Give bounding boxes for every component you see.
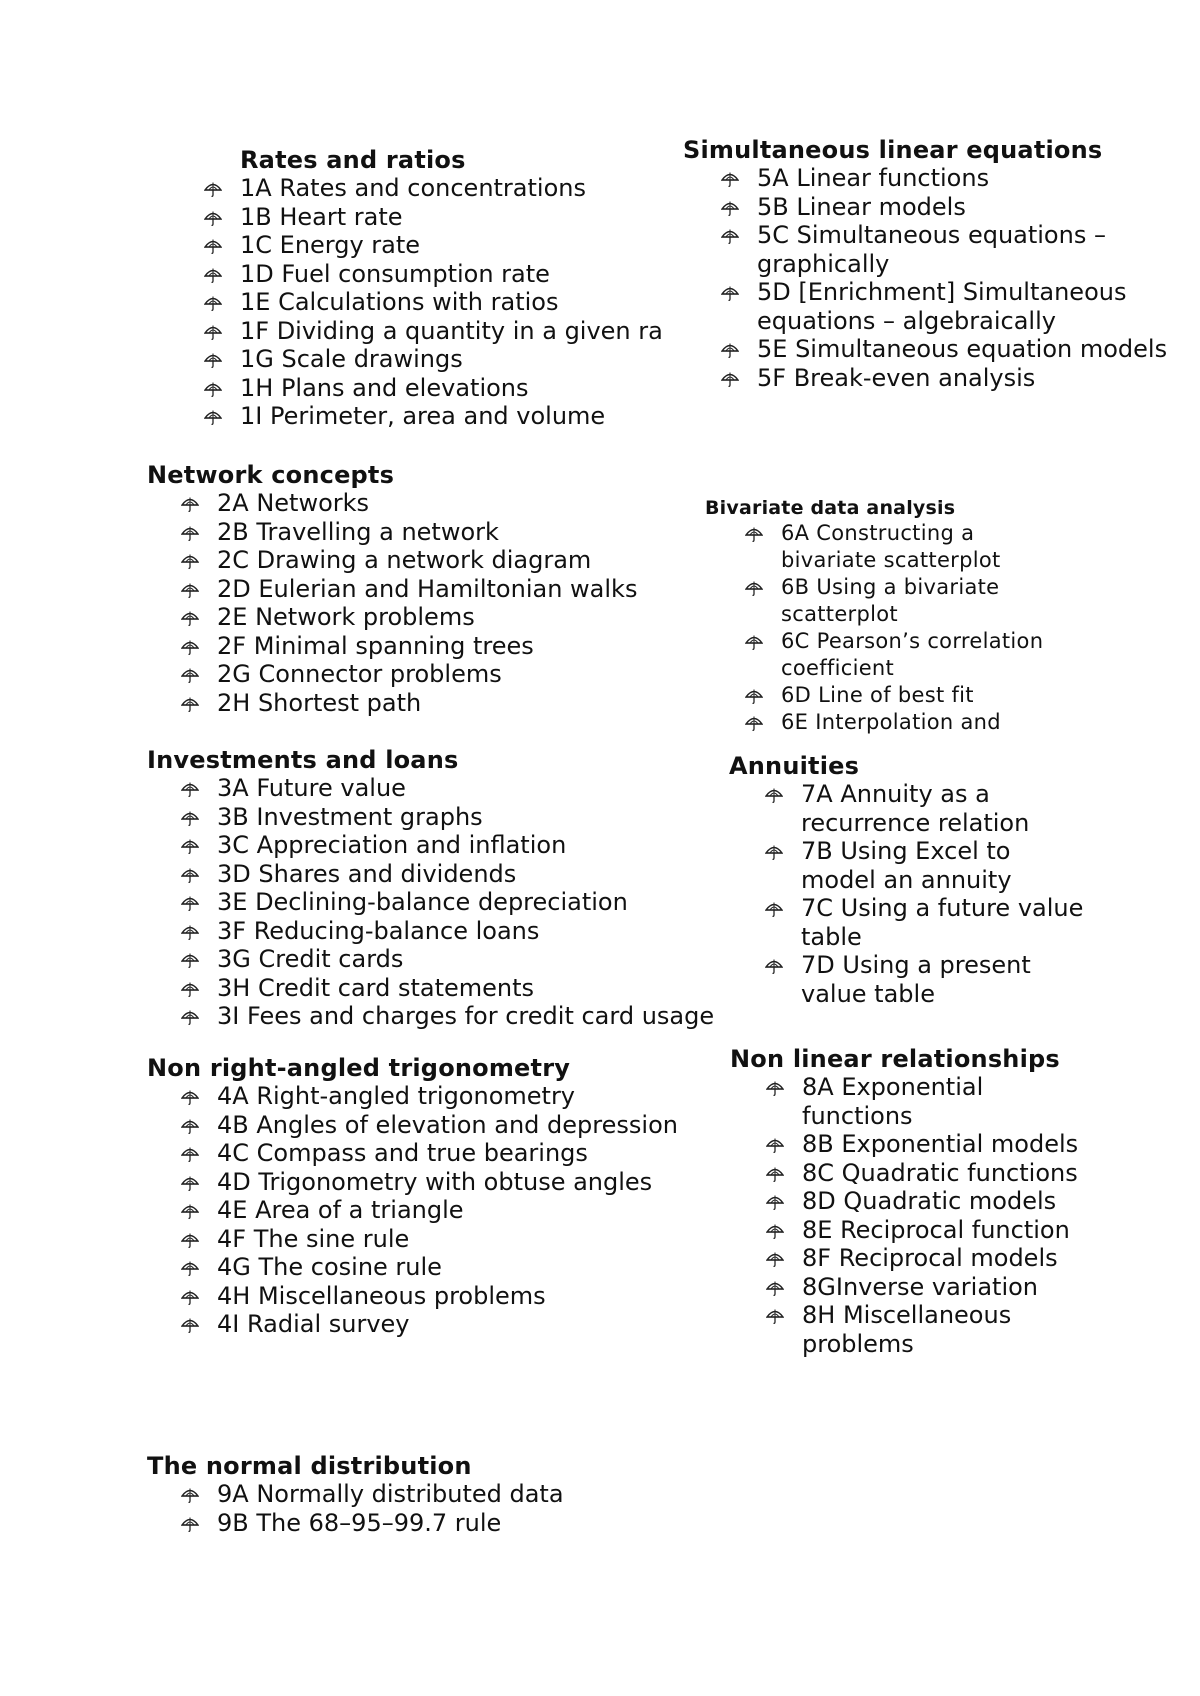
- umbrella-icon: [765, 844, 783, 860]
- topic-item: [147, 888, 747, 917]
- umbrella-icon: [181, 1487, 199, 1503]
- section-investments-and-loans: [147, 746, 747, 1031]
- topic-item: [240, 174, 680, 203]
- section-network-concepts: [147, 461, 707, 717]
- section-annuities: [729, 752, 1129, 1008]
- topic-label: 6D Line of best fit: [781, 683, 974, 707]
- umbrella-icon: [204, 324, 222, 340]
- topic-label: 8D Quadratic models: [802, 1187, 1057, 1215]
- topic-list: [730, 1073, 1150, 1358]
- topic-item: [683, 278, 1133, 335]
- umbrella-icon: [765, 958, 783, 974]
- section-title: Annuities: [729, 752, 860, 780]
- umbrella-icon: [181, 1009, 199, 1025]
- topic-item: [147, 1168, 707, 1197]
- topic-item: [147, 489, 707, 518]
- umbrella-icon: [745, 688, 763, 704]
- topic-item: [147, 1002, 747, 1031]
- topic-label: 2A Networks: [217, 489, 370, 517]
- topic-item: [683, 335, 1168, 364]
- umbrella-icon: [721, 228, 739, 244]
- topic-item: [683, 221, 1133, 278]
- topic-label: 2B Travelling a network: [217, 517, 499, 546]
- topic-item: [729, 894, 1129, 951]
- topic-item: [683, 193, 1133, 222]
- umbrella-icon: [766, 1223, 784, 1239]
- topic-list: [729, 780, 1129, 1008]
- umbrella-icon: [204, 267, 222, 283]
- topic-item: [147, 546, 707, 575]
- topic-label: 8C Quadratic functions: [802, 1158, 1078, 1187]
- topic-label: 4B Angles of elevation and depression: [217, 1110, 678, 1139]
- umbrella-icon: [181, 981, 199, 997]
- umbrella-icon: [181, 1118, 199, 1134]
- topic-label: 4A Right-angled trigonometry: [217, 1082, 576, 1110]
- umbrella-icon: [766, 1137, 784, 1153]
- topic-label: 9A Normally distributed data: [217, 1480, 564, 1508]
- topic-label: 3D Shares and dividends: [217, 859, 517, 888]
- umbrella-icon: [181, 1232, 199, 1248]
- umbrella-icon: [181, 1089, 199, 1105]
- topic-item: [240, 317, 680, 346]
- topic-item: [147, 689, 707, 718]
- umbrella-icon: [181, 781, 199, 797]
- umbrella-icon: [765, 787, 783, 803]
- topic-label: 2D Eulerian and Hamiltonian walks: [217, 574, 638, 603]
- umbrella-icon: [766, 1251, 784, 1267]
- topic-label: 5C Simultaneous equations – graphically: [757, 221, 1106, 278]
- topic-item: [147, 803, 747, 832]
- topic-item: [240, 260, 680, 289]
- umbrella-icon: [181, 582, 199, 598]
- topic-label: 4I Radial survey: [217, 1310, 410, 1338]
- topic-label: 2H Shortest path: [217, 688, 422, 717]
- section-title: Investments and loans: [147, 746, 459, 774]
- topic-label: 3A Future value: [217, 774, 406, 802]
- section-title: Bivariate data analysis: [705, 497, 956, 519]
- section-title: Network concepts: [147, 461, 395, 489]
- topic-item: [683, 164, 1133, 193]
- topic-item: [240, 402, 680, 431]
- topic-item: [147, 1509, 707, 1538]
- topic-label: 4F The sine rule: [217, 1224, 410, 1253]
- umbrella-icon: [745, 634, 763, 650]
- topic-item: [709, 682, 1099, 709]
- topic-label: 1B Heart rate: [240, 202, 403, 231]
- section-title: Rates and ratios: [240, 146, 466, 174]
- topic-item: [147, 1282, 707, 1311]
- topic-label: 3H Credit card statements: [217, 973, 535, 1002]
- umbrella-icon: [745, 580, 763, 596]
- topic-label: 3G Credit cards: [217, 945, 404, 973]
- topic-label: 2E Network problems: [217, 603, 475, 631]
- topic-item: [147, 1253, 707, 1282]
- topic-item: [147, 831, 747, 860]
- topic-item: [240, 203, 680, 232]
- topic-label: 7A Annuity as a recurrence relation: [801, 780, 1030, 837]
- topic-item: [147, 1196, 707, 1225]
- umbrella-icon: [766, 1166, 784, 1182]
- topic-item: [730, 1244, 1150, 1273]
- topic-label: 3C Appreciation and inflation: [217, 831, 567, 859]
- umbrella-icon: [204, 381, 222, 397]
- topic-label: 5A Linear functions: [757, 164, 990, 192]
- topic-item: [729, 951, 1129, 1008]
- topic-label: 1A Rates and concentrations: [240, 174, 586, 202]
- section-non-linear-relationships: [730, 1045, 1150, 1358]
- topic-list: [147, 774, 747, 1031]
- umbrella-icon: [181, 1203, 199, 1219]
- topic-label: 1E Calculations with ratios: [240, 288, 559, 316]
- umbrella-icon: [204, 210, 222, 226]
- umbrella-icon: [721, 342, 739, 358]
- topic-label: 7C Using a future value table: [801, 894, 1084, 951]
- umbrella-icon: [721, 171, 739, 187]
- topic-item: [147, 945, 747, 974]
- section-non-right-angled-trigonometry: [147, 1054, 707, 1339]
- umbrella-icon: [721, 285, 739, 301]
- topic-item: [147, 974, 747, 1003]
- topic-list: [147, 1082, 707, 1339]
- topic-label: 6A Constructing a bivariate scatterplot: [781, 521, 1001, 572]
- umbrella-icon: [181, 639, 199, 655]
- topic-item: [147, 632, 707, 661]
- umbrella-icon: [181, 496, 199, 512]
- umbrella-icon: [766, 1308, 784, 1324]
- topic-label: 4C Compass and true bearings: [217, 1139, 588, 1167]
- topic-item: [147, 660, 707, 689]
- umbrella-icon: [745, 715, 763, 731]
- topic-label: 9B The 68–95–99.7 rule: [217, 1508, 502, 1537]
- umbrella-icon: [181, 1175, 199, 1191]
- umbrella-icon: [181, 1289, 199, 1305]
- topic-label: 7D Using a present value table: [801, 951, 1031, 1008]
- topic-label: 5E Simultaneous equation models: [757, 335, 1168, 363]
- topic-item: [147, 1310, 707, 1339]
- umbrella-icon: [181, 1260, 199, 1276]
- topic-item: [147, 1480, 707, 1509]
- topic-label: 1F Dividing a quantity in a given ra: [240, 316, 663, 345]
- topic-item: [730, 1187, 1150, 1216]
- topic-list: [240, 174, 680, 431]
- topic-label: 7B Using Excel to model an annuity: [801, 837, 1012, 894]
- topic-item: [730, 1159, 1150, 1188]
- topic-item: [147, 774, 747, 803]
- section-title: The normal distribution: [147, 1452, 472, 1480]
- umbrella-icon: [765, 901, 783, 917]
- topic-label: 3I Fees and charges for credit card usage: [217, 1002, 715, 1030]
- topic-label: 4H Miscellaneous problems: [217, 1281, 546, 1310]
- umbrella-icon: [181, 952, 199, 968]
- topic-item: [709, 574, 1099, 628]
- umbrella-icon: [181, 1146, 199, 1162]
- umbrella-icon: [721, 200, 739, 216]
- topic-label: 2F Minimal spanning trees: [217, 631, 534, 660]
- topic-item: [729, 837, 1129, 894]
- topic-list: [147, 1480, 707, 1537]
- topic-label: 8B Exponential models: [802, 1130, 1079, 1158]
- topic-label: 5D [Enrichment] Simultaneous equations – algebraically: [757, 278, 1127, 335]
- topic-item: [730, 1216, 1150, 1245]
- topic-item: [147, 518, 707, 547]
- section-title: Simultaneous linear equations: [683, 136, 1103, 164]
- umbrella-icon: [181, 867, 199, 883]
- section-simultaneous-linear-equations: [683, 136, 1168, 392]
- topic-label: 3F Reducing-balance loans: [217, 916, 540, 945]
- topic-label: 1D Fuel consumption rate: [240, 259, 550, 288]
- topic-item: [709, 628, 1099, 682]
- topic-item: [730, 1273, 1150, 1302]
- topic-list: [683, 164, 1168, 392]
- topic-item: [147, 575, 707, 604]
- umbrella-icon: [181, 1516, 199, 1532]
- section-title: Non right-angled trigonometry: [147, 1054, 571, 1082]
- topic-label: 5B Linear models: [757, 192, 966, 221]
- umbrella-icon: [181, 895, 199, 911]
- topic-label: 8E Reciprocal function: [802, 1215, 1070, 1244]
- topic-label: 4D Trigonometry with obtuse angles: [217, 1167, 653, 1196]
- topic-item: [240, 374, 680, 403]
- umbrella-icon: [181, 838, 199, 854]
- topic-label: 3B Investment graphs: [217, 802, 483, 831]
- topic-label: 6B Using a bivariate scatterplot: [781, 575, 1000, 626]
- topic-label: 5F Break-even analysis: [757, 363, 1036, 392]
- umbrella-icon: [181, 610, 199, 626]
- topic-item: [147, 603, 707, 632]
- topic-label: 4G The cosine rule: [217, 1253, 442, 1281]
- umbrella-icon: [181, 810, 199, 826]
- topic-item: [147, 1082, 707, 1111]
- umbrella-icon: [766, 1280, 784, 1296]
- section-bivariate-data-analysis: [705, 496, 1099, 736]
- topic-item: [730, 1301, 1150, 1358]
- topic-label: 1C Energy rate: [240, 231, 421, 259]
- topic-item: [147, 1139, 707, 1168]
- topic-item: [147, 1225, 707, 1254]
- umbrella-icon: [181, 924, 199, 940]
- topic-item: [240, 345, 680, 374]
- topic-item: [730, 1130, 1150, 1159]
- umbrella-icon: [181, 553, 199, 569]
- topic-label: 1G Scale drawings: [240, 345, 463, 373]
- topic-label: 2C Drawing a network diagram: [217, 546, 592, 574]
- umbrella-icon: [745, 526, 763, 542]
- umbrella-icon: [766, 1194, 784, 1210]
- topic-item: [729, 780, 1129, 837]
- umbrella-icon: [721, 371, 739, 387]
- umbrella-icon: [204, 238, 222, 254]
- topic-item: [147, 917, 747, 946]
- topic-label: 1H Plans and elevations: [240, 373, 529, 402]
- topic-label: 8H Miscellaneous problems: [802, 1301, 1012, 1358]
- section-normal-distribution: [147, 1452, 707, 1537]
- topic-label: 6E Interpolation and: [781, 710, 1001, 734]
- umbrella-icon: [204, 409, 222, 425]
- topic-label: 4E Area of a triangle: [217, 1196, 464, 1224]
- topic-label: 1I Perimeter, area and volume: [240, 402, 606, 430]
- umbrella-icon: [181, 667, 199, 683]
- topic-item: [147, 1111, 707, 1140]
- topic-item: [709, 709, 1099, 736]
- umbrella-icon: [181, 696, 199, 712]
- topic-list: [147, 489, 707, 717]
- umbrella-icon: [204, 181, 222, 197]
- section-rates-and-ratios: [240, 146, 680, 431]
- topic-label: 8GInverse variation: [802, 1272, 1039, 1301]
- umbrella-icon: [181, 525, 199, 541]
- section-title: Non linear relationships: [730, 1045, 1060, 1073]
- topic-label: 2G Connector problems: [217, 660, 502, 688]
- umbrella-icon: [766, 1080, 784, 1096]
- topic-label: 6C Pearson’s correlation coefficient: [781, 629, 1044, 680]
- topic-item: [240, 288, 680, 317]
- topic-item: [683, 364, 1133, 393]
- umbrella-icon: [204, 352, 222, 368]
- topic-item: [240, 231, 680, 260]
- topic-label: 8A Exponential functions: [802, 1073, 984, 1130]
- topic-item: [730, 1073, 1150, 1130]
- umbrella-icon: [204, 295, 222, 311]
- umbrella-icon: [181, 1317, 199, 1333]
- topic-label: 8F Reciprocal models: [802, 1244, 1058, 1272]
- topic-list: [709, 520, 1099, 736]
- topic-item: [147, 860, 747, 889]
- topic-item: [709, 520, 1099, 574]
- topic-label: 3E Declining-balance depreciation: [217, 888, 628, 916]
